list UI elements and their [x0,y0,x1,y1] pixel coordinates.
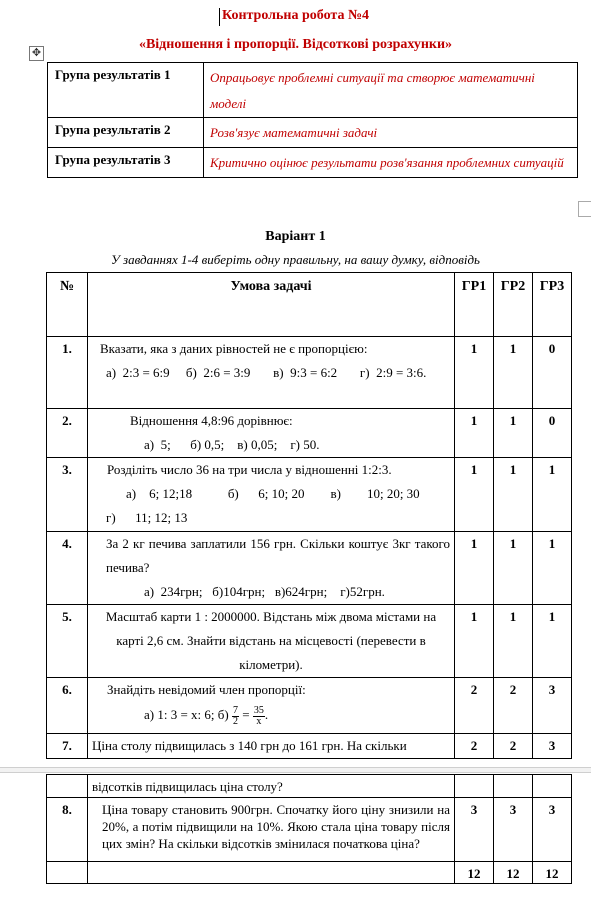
instruction-text: У завданнях 1-4 виберіть одну правильну, на вашу думку, відповідь [111,252,480,267]
table-row [47,409,572,458]
column-header-num: № [47,273,88,337]
task-number [47,862,88,884]
fraction-denominator: 2 [232,715,238,727]
table-row [47,798,572,862]
table-row [47,337,572,409]
task-options [92,702,450,728]
gr2-cell [494,775,533,798]
task-number: 7. [47,734,88,759]
group-description: Розв'язує математичні задачі [204,118,578,148]
task-condition [88,409,455,458]
table-move-handle-icon[interactable]: ✥ [29,46,44,61]
gr2-cell: 2 [494,734,533,759]
task-number: 5. [47,605,88,678]
fraction-numerator: 7 [232,704,238,716]
tasks-table [46,272,572,759]
gr2-total: 12 [494,862,533,884]
gr1-cell: 1 [455,458,494,532]
gr1-cell: 1 [455,337,494,409]
gr3-cell: 0 [533,337,572,409]
fraction [232,706,239,727]
fraction [253,706,265,727]
page-break [0,767,591,773]
task-options: а) 5; б) 0,5; в) 0,05; г) 50. [144,437,320,452]
variant-heading: Варіант 1 [265,229,326,244]
gr3-cell [533,775,572,798]
task-condition [88,337,455,409]
table-row [47,458,572,532]
group-name: Група результатів 3 [48,148,204,178]
gr3-cell: 3 [533,798,572,862]
task-condition [88,678,455,734]
task-text: Ціна столу підвищилась з 140 грн до 161 грн. На скільки [92,738,407,753]
gr3-total: 12 [533,862,572,884]
period: . [264,707,269,722]
gr3-cell: 1 [533,532,572,605]
task-condition [88,734,455,759]
group-description: Опрацьовує проблемні ситуації та створює математичні моделі [204,63,578,118]
gr2-cell: 1 [494,458,533,532]
gr2-cell: 1 [494,409,533,458]
column-header-condition: Умова задачі [88,273,455,337]
task-number: 3. [47,458,88,532]
task-text: Розділіть число 36 на три числа у відношенні 1:2:3. [107,462,392,477]
table-row [47,532,572,605]
task-text: Масштаб карти 1 : 2000000. Відстань між двома містами на карті 2,6 см. Знайти відстань на місцевості (перевести в кілометри). [105,609,437,672]
task-condition: відсотків підвищилась ціна столу? [88,775,455,798]
gr3-cell: 3 [533,734,572,759]
task-number: 4. [47,532,88,605]
gr1-cell: 1 [455,605,494,678]
page-subtitle: «Відношення і пропорції. Відсоткові розрахунки» [138,37,453,52]
gr1-cell: 2 [455,678,494,734]
gr1-cell: 1 [455,409,494,458]
table-header-row [47,273,572,337]
task-number [47,775,88,798]
table-row [47,734,572,759]
gr1-cell: 1 [455,532,494,605]
task-text: Відношення 4,8:96 дорівнює: [130,413,293,428]
gr3-cell: 3 [533,678,572,734]
table-row [48,63,578,118]
task-condition [88,605,455,678]
task-number: 8. [47,798,88,862]
table-row [47,678,572,734]
gr1-cell: 2 [455,734,494,759]
task-options: а) 234грн; б)104грн; в)624грн; г)52грн. [144,584,385,599]
table-row [47,775,572,798]
group-name: Група результатів 1 [48,63,204,118]
task-options: г) 11; 12; 13 [106,510,188,525]
gr2-cell: 3 [494,798,533,862]
table-row [48,148,578,178]
tasks-table-continued [46,774,572,884]
task-condition [88,458,455,532]
result-groups-table [47,62,578,178]
gr1-cell [455,775,494,798]
column-header-gr3: ГР3 [533,273,572,337]
fraction-denominator: x [256,715,262,727]
task-number: 2. [47,409,88,458]
gr2-cell: 1 [494,337,533,409]
task-options: а) 6; 12;18 б) 6; 10; 20 в) 10; 20; 30 [126,486,420,501]
gr2-cell: 2 [494,678,533,734]
group-name: Група результатів 2 [48,118,204,148]
task-text: Вказати, яка з даних рівностей не є пропорцією: [100,341,368,356]
task-condition [88,862,455,884]
gr2-cell: 1 [494,605,533,678]
option-a-text: а) 1: 3 = х: 6; б) [144,707,229,722]
table-row [48,118,578,148]
column-header-gr1: ГР1 [455,273,494,337]
group-description: Критично оцінює результати розв'язання проблемних ситуацій [204,148,578,178]
gr3-cell: 1 [533,605,572,678]
gr1-cell: 3 [455,798,494,862]
fraction-numerator: 35 [253,704,264,716]
page-title: Контрольна робота №4 [221,8,370,23]
task-text: Знайдіть невідомий член пропорції: [107,682,306,697]
gr2-cell: 1 [494,532,533,605]
gr1-total: 12 [455,862,494,884]
table-row [47,605,572,678]
task-number: 1. [47,337,88,409]
task-text: За 2 кг печива заплатили 156 грн. Скільки коштує 3кг такого печива? [106,536,450,575]
column-header-gr2: ГР2 [494,273,533,337]
task-options: а) 2:3 = 6:9 б) 2:6 = 3:9 в) 9:3 = 6:2 г) 2:9 = 3:6. [106,365,427,380]
task-condition [88,532,455,605]
gr3-cell: 1 [533,458,572,532]
equals-sign: = [242,707,250,722]
task-condition: Ціна товару становить 900грн. Спочатку його ціну знизили на 20%, а потім підвищили на 10%. Якою стала ціна товару після цих змін? На скільки відсотків змінилася початкова ціна? [88,798,455,862]
margin-marker [578,201,591,217]
gr3-cell: 0 [533,409,572,458]
totals-row [47,862,572,884]
task-number: 6. [47,678,88,734]
